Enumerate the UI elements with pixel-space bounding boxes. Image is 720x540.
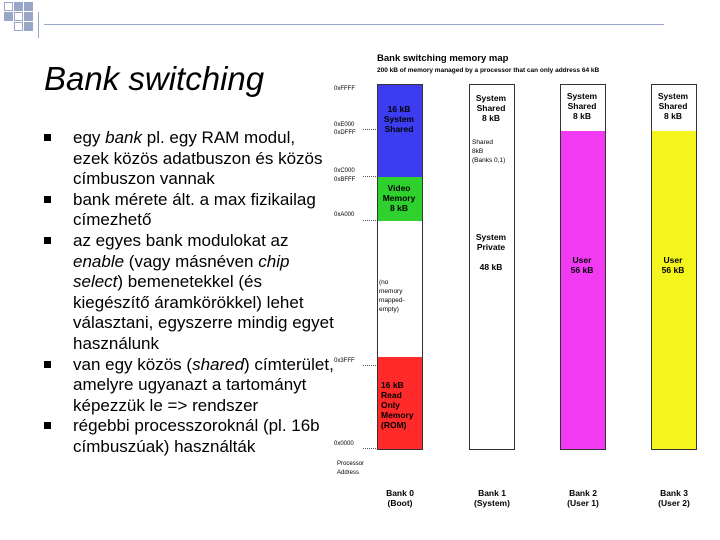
bank3-label: Bank 3 (User 2) (658, 488, 690, 508)
diagram-subtitle: 200 kB of memory managed by a processor that can only address 64 kB (377, 67, 600, 74)
bullet-marker (44, 361, 51, 368)
bullet-emphasis: enable (73, 251, 125, 271)
bank2-user-segment (561, 131, 605, 449)
corner-square (14, 12, 23, 21)
bullet-text-part: (vagy másnéven (124, 251, 259, 271)
bullet-emphasis: bank (105, 128, 143, 147)
bank2-shared-label: System Shared 8 kB (566, 91, 598, 121)
corner-square (14, 2, 23, 11)
corner-square (24, 22, 33, 31)
bullet-text-part: az egyes bank modulokat az (73, 230, 289, 250)
header-rule (44, 24, 664, 25)
bullet-text-part: pl. egy RAM modul, ezek közös adatbuszon és közös címbuszon vannak (73, 128, 323, 189)
bank0-video-label: Video Memory 8 kB (382, 183, 416, 213)
bullet-marker (44, 134, 51, 141)
addr-bfff: 0xBFFF (334, 177, 356, 183)
bullet-emphasis: shared (192, 354, 245, 374)
bank1-private-segment (470, 177, 514, 449)
address-leader (363, 365, 376, 366)
bank2-label: Bank 2 (User 1) (567, 488, 599, 508)
processor-address-label: Processor Address (337, 461, 365, 476)
bank0-rom-label: 16 kB Read Only Memory (ROM) (381, 380, 414, 430)
bullet-marker (44, 422, 51, 429)
diagram-title: Bank switching memory map (377, 53, 509, 64)
bullet-text-part: ) bemenetekkel (és kiegészítő áramkörökkel) lehet választani, egyszerre mindig egyet használunk (73, 272, 334, 353)
bank1-shared2-label: Shared 8kB (Banks 0,1) (472, 139, 506, 164)
corner-square (14, 22, 23, 31)
bullet-list (44, 128, 334, 458)
header-rule-vertical (38, 12, 39, 38)
bullet-text (73, 190, 316, 230)
bullet-text (73, 128, 322, 188)
bullet-emphasis: chip select (73, 251, 290, 292)
bullet-item (44, 231, 334, 355)
bullet-text-part: bank mérete ált. a max fizikailag címezhető (73, 189, 316, 230)
address-leader (363, 129, 376, 130)
corner-square (4, 2, 13, 11)
corner-square (24, 2, 33, 11)
addr-dfff: 0xDFFF (334, 130, 356, 136)
bullet-item (44, 355, 334, 417)
bullet-text-part: ) címterület, amelyre ugyanazt a tartományt képezzük le => rendszer (73, 354, 334, 415)
corner-square (24, 12, 33, 21)
addr-3fff: 0x3FFF (334, 358, 355, 364)
bullet-marker (44, 237, 51, 244)
bullet-text-part: régebbi processzoroknál (pl. 16b címbuszúak) használták (73, 416, 320, 456)
bullet-marker (44, 196, 51, 203)
bank3-user-label: User 56 kB (661, 255, 685, 275)
addr-e000: 0xE000 (334, 122, 355, 128)
bank1-label: Bank 1 (System) (474, 488, 510, 508)
bullet-item (44, 416, 334, 457)
addr-a000: 0xA000 (334, 212, 355, 218)
bank3-user-segment (652, 131, 696, 449)
bullet-text-part: van egy közös ( (73, 354, 193, 374)
bullet-text (73, 231, 334, 353)
bullet-text (73, 416, 320, 456)
bullet-text (73, 355, 334, 415)
bank3-shared-label: System Shared 8 kB (657, 91, 689, 121)
address-leader (363, 448, 376, 449)
bullet-text-part: egy (73, 128, 106, 147)
bank1-shared-label: System Shared 8 kB (475, 93, 507, 123)
addr-0000: 0x0000 (334, 441, 354, 447)
addr-c000: 0xC000 (334, 168, 355, 174)
bullet-item (44, 190, 334, 231)
bank0-empty-label: (no memory mapped- empty) (379, 279, 405, 313)
bank1-private-label: System Private 48 kB (475, 232, 507, 272)
address-leader (363, 220, 376, 221)
bank2-user-label: User 56 kB (570, 255, 594, 275)
bullet-item (44, 128, 334, 190)
bank0-shared-label: 16 kB System Shared (383, 104, 415, 134)
corner-square (4, 12, 13, 21)
bank0-label: Bank 0 (Boot) (386, 488, 414, 508)
slide-title: Bank switching (44, 60, 265, 97)
addr-ffff: 0xFFFF (334, 86, 355, 92)
address-leader (363, 176, 376, 177)
